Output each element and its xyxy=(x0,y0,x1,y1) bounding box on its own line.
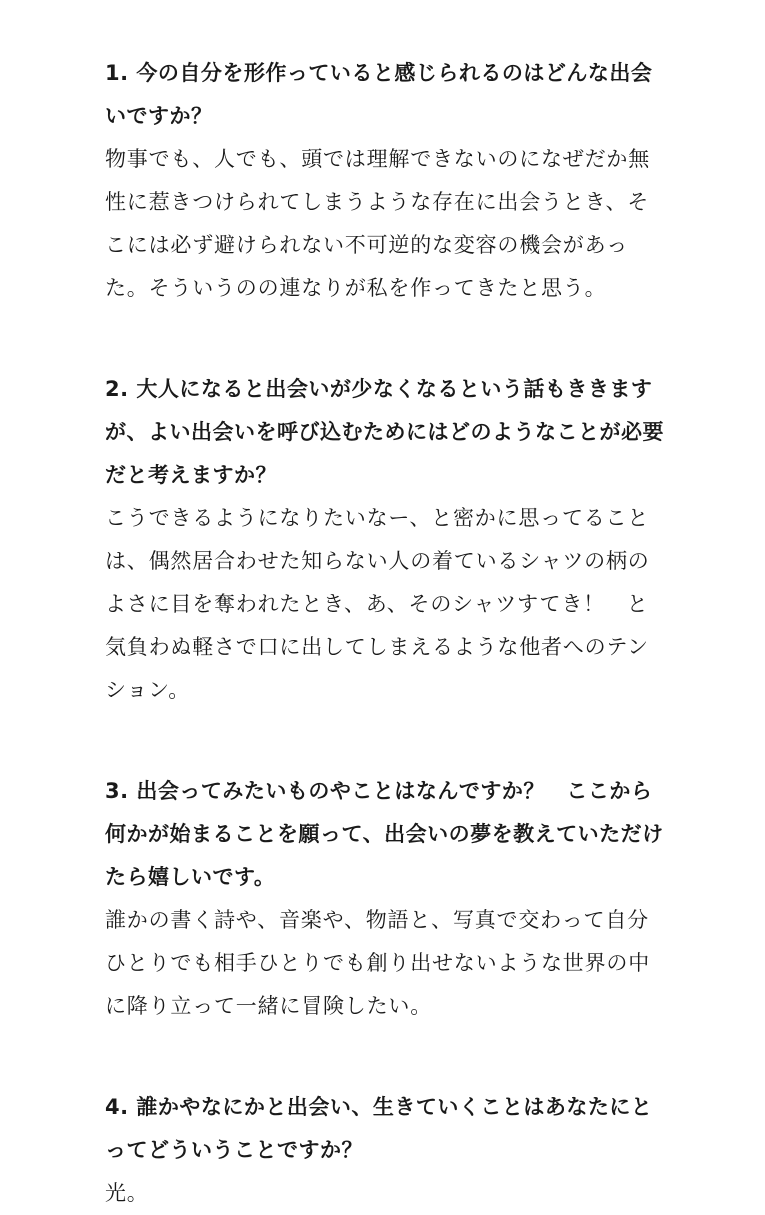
qa-document xyxy=(105,52,665,1215)
question-3: 3. 出会ってみたいものやことはなんですか？ ここから何かが始まることを願って、出会いの夢を教えていただけたら嬉しいです。 xyxy=(105,779,664,889)
question-4: 4. 誰かやなにかと出会い、生きていくことはあなたにとってどういうことですか？ xyxy=(105,1095,653,1162)
qa-item-4 xyxy=(105,1086,665,1215)
question-2: 2. 大人になると出会いが少なくなるという話もききますが、よい出会いを呼び込むためにはどのようなことが必要だと考えますか？ xyxy=(105,377,664,487)
answer-3: 誰かの書く詩や、音楽や、物語と、写真で交わって自分ひとりでも相手ひとりでも創り出せないような世界の中に降り立って一緒に冒険したい。 xyxy=(105,908,650,1018)
question-1: 1. 今の自分を形作っていると感じられるのはどんな出会いですか？ xyxy=(105,61,653,128)
answer-2: こうできるようになりたいなー、と密かに思ってることは、偶然居合わせた知らない人の着ているシャツの柄のよさに目を奪われたとき、あ、そのシャツすてき！ と気負わぬ軽さで口に出してしまえるような他者へのテンション。 xyxy=(105,506,650,702)
qa-item-1 xyxy=(105,52,665,310)
answer-1: 物事でも、人でも、頭では理解できないのになぜだか無性に惹きつけられてしまうような存在に出会うとき、そこには必ず避けられない不可逆的な変容の機会があった。そういうのの連なりが私を作ってきたと思う。 xyxy=(105,147,650,300)
qa-item-3 xyxy=(105,770,665,1028)
qa-item-2 xyxy=(105,368,665,712)
answer-4: 光。 xyxy=(105,1181,149,1205)
